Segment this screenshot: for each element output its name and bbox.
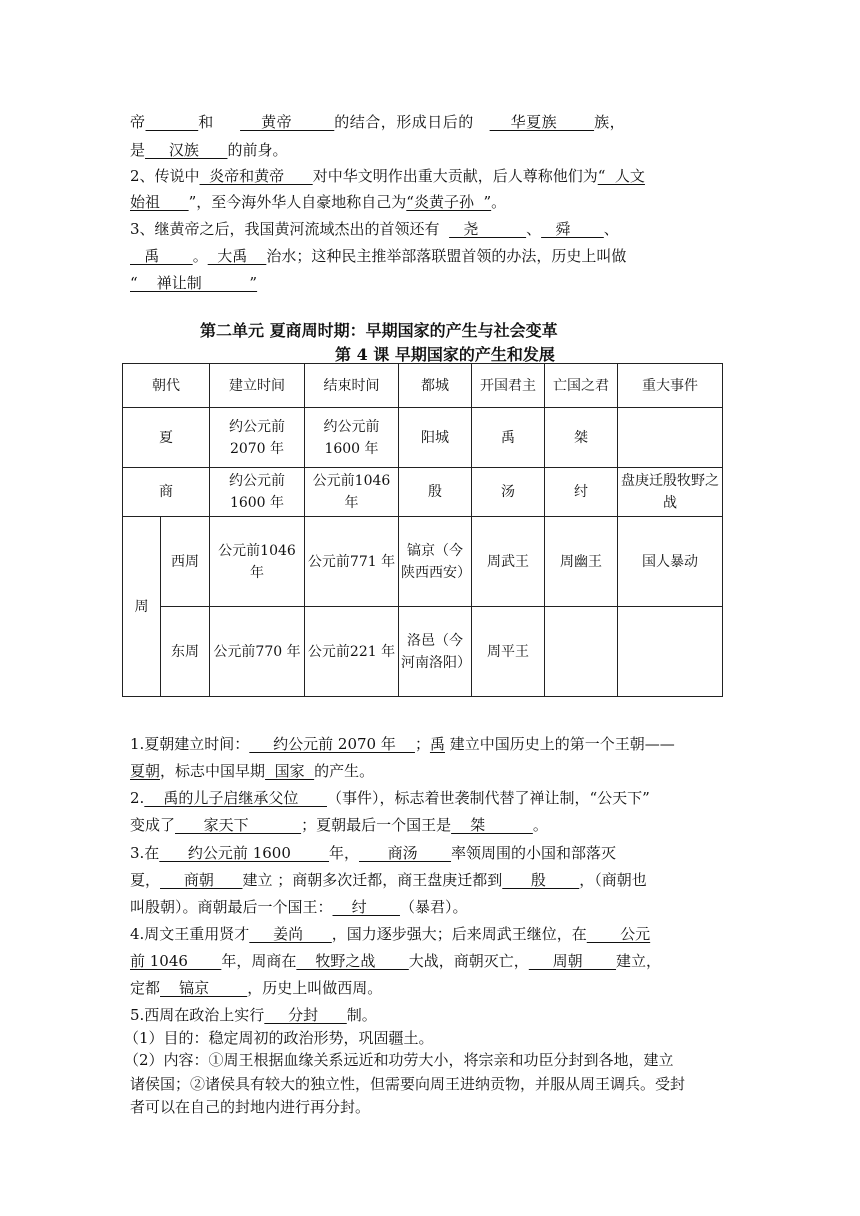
cell-events [618,607,723,697]
intro-line-6 [130,246,626,266]
text: 治水；这种民主推举部落联盟首领的办法，历史上叫做 [266,247,627,265]
header-founder: 开国君主 [472,364,545,408]
text: ，（商朝也 [579,871,647,889]
text: 、 [526,220,542,238]
cell-start: 约公元前1600 年 [210,468,305,517]
table-row-xia [123,408,723,468]
text: ，标志中国早期 [160,762,266,780]
text: 年，周商在 [221,952,297,970]
answer: 前 1046 [130,952,222,970]
text: 、 [603,220,619,238]
text: ；商朝多次迁都，商王盘庚迁都到 [277,871,503,889]
text: 是 [130,141,146,159]
cell-start: 公元前1046 年 [210,517,305,607]
cell-last-ruler [545,607,618,697]
cell-founder: 禹 [472,408,545,468]
q5-purpose: （1）目的：稳定周初的政治形势，巩固疆土。 [124,1029,434,1047]
answer-dayu: 大禹 [207,247,267,265]
answer: 纣 [332,898,400,916]
q3-line-2 [130,869,647,891]
q3-line-1 [130,842,616,864]
table-row-shang [123,468,723,517]
text: 族， [594,113,626,131]
text: 年， [329,844,360,862]
text: 1.夏朝建立时间： [130,735,250,753]
cell-end: 公元前1046 年 [305,468,399,517]
q2-line-2 [130,814,548,836]
text: 5.西周在政治上实行 [130,1006,265,1024]
answer-yao: 尧 [449,220,527,238]
cell-start: 约公元前2070 年 [210,408,305,468]
text: 。 [491,193,507,211]
lesson-title: 第 4 课 早期国家的产生和发展 [335,345,555,364]
answer-shun: 舜 [541,220,604,238]
answer: 分封 [264,1006,347,1024]
text: 的前身。 [227,141,288,159]
q5-content-1: （2）内容：①周王根据血缘关系远近和功劳大小，将宗亲和功臣分封到各地，建立 [124,1051,674,1069]
answer: 殷 [502,871,580,889]
cell-last-ruler: 桀 [545,408,618,468]
answer-huangdi: 黄帝 [240,113,335,131]
q1-line-2 [130,760,374,782]
text: 4.周文王重用贤才 [130,925,250,943]
cell-dynasty: 商 [123,468,210,517]
answer-yanhuang: 炎帝和黄帝 [199,167,313,185]
q5-content-2: 诸侯国；②诸侯具有较大的独立性，但需要向周王进纳贡物，并服从周王调兵。受封 [130,1075,686,1093]
text: 率领周围的小国和部落灭 [451,844,617,862]
answer: 姜尚 [249,925,332,943]
answer: 商汤 [359,844,452,862]
intro-line-3 [130,166,645,186]
text: 建立 [242,871,278,889]
answer-yanhuangzisun: “炎黄子孙 ” [406,193,492,211]
text: 2、传说中 [130,167,200,185]
answer-renwen: “ 人文 [597,167,645,185]
answer: 家天下 [175,816,302,834]
cell-events: 国人暴动 [618,517,723,607]
header-last-ruler: 亡国之君 [545,364,618,408]
dynasty-table [122,363,723,697]
answer: 周朝 [528,952,617,970]
text: 3.在 [130,844,160,862]
cell-capital: 镐京（今陕西西安） [399,517,472,607]
cell-founder: 汤 [472,468,545,517]
answer: 桀 [451,816,533,834]
text: 2. [130,789,145,807]
table-row-xizhou [123,517,723,607]
answer: 公元 [586,925,651,943]
answer-shizu: 始祖 [130,193,189,211]
text: 制。 [346,1006,377,1024]
answer: 镐京 [160,979,248,997]
cell-founder: 周平王 [472,607,545,697]
header-dynasty: 朝代 [123,364,210,408]
answer: 约公元前 1600 [159,844,330,862]
answer: 禹 [429,735,445,753]
text: ，国力逐步强大；后来周武王继位，在 [331,925,587,943]
answer: 商朝 [160,871,243,889]
text: （事件），标志着世袭制代替了禅让制，“公天下” [327,789,650,807]
cell-capital: 洛邑（今河南洛阳） [399,607,472,697]
cell-dynasty-zhou: 周 [123,517,161,697]
text: 变成了 [130,816,176,834]
header-start: 建立时间 [210,364,305,408]
q2-line-1 [130,787,650,809]
header-events: 重大事件 [618,364,723,408]
text: 3、继黄帝之后，我国黄河流域杰出的首领还有 [130,220,440,238]
text: 夏， [130,871,161,889]
text: ； [414,735,430,753]
intro-line-5 [130,219,619,239]
q4-line-3 [130,977,382,999]
q4-line-2 [130,950,661,972]
text: 。 [532,816,548,834]
text: 定都 [130,979,161,997]
text: 。 [192,247,208,265]
cell-events: 盘庚迁殷牧野之战 [618,468,723,517]
q3-line-3 [130,896,467,918]
answer-shanrangzhi: “ 禅让制 ” [130,274,258,292]
cell-subdynasty: 西周 [161,517,210,607]
q4-line-1 [130,923,650,945]
intro-line-4 [130,192,506,212]
text: ；夏朝最后一个国王是 [301,816,452,834]
answer-huaxiazu: 华夏族 [489,113,595,131]
table-header-row [123,364,723,408]
blank [146,113,199,131]
text: 对中华文明作出重大贡献，后人尊称他们为 [312,167,598,185]
text: 建立， [616,952,662,970]
cell-end: 公元前221 年 [305,607,399,697]
cell-end: 约公元前1600 年 [305,408,399,468]
cell-founder: 周武王 [472,517,545,607]
cell-capital: 阳城 [399,408,472,468]
header-end: 结束时间 [305,364,399,408]
cell-last-ruler: 周幽王 [545,517,618,607]
text: ，历史上叫做西周。 [247,979,383,997]
answer: 禹的儿子启继承父位 [144,789,327,807]
text: （暴君）。 [399,898,468,916]
text: 的产生。 [314,762,375,780]
cell-capital: 殷 [399,468,472,517]
answer-yu: 禹 [130,247,193,265]
cell-subdynasty: 东周 [161,607,210,697]
text: 大战，商朝灭亡， [408,952,529,970]
cell-last-ruler: 纣 [545,468,618,517]
cell-start: 公元前770 年 [210,607,305,697]
text: 建立中国历史上的第一个王朝—— [444,735,675,753]
unit-title: 第二单元 夏商周时期：早期国家的产生与社会变革 [200,321,558,340]
answer: 牧野之战 [296,952,409,970]
text: 叫殷朝）。商朝最后一个国王： [130,898,333,916]
q1-line-1 [130,733,675,755]
cell-dynasty: 夏 [123,408,210,468]
answer-hanzu: 汉族 [145,141,228,159]
intro-line-1 [130,112,625,132]
answer: 约公元前 2070 年 [249,735,415,753]
text: ”，至今海外华人自豪地称自己为 [188,193,407,211]
text: 帝 [130,113,146,131]
intro-line-2 [130,140,287,160]
cell-events [618,408,723,468]
q5-content-3: 者可以在自己的封地内进行再分封。 [130,1098,371,1116]
cell-end: 公元前771 年 [305,517,399,607]
table-row-dongzhou [123,607,723,697]
q5-line-1 [130,1004,377,1026]
answer: 夏朝 [130,762,161,780]
text: 的结合，形成日后的 [334,113,474,131]
header-capital: 都城 [399,364,472,408]
answer: 国家 [265,762,315,780]
intro-line-7 [130,273,257,293]
text: 和 [198,113,214,131]
